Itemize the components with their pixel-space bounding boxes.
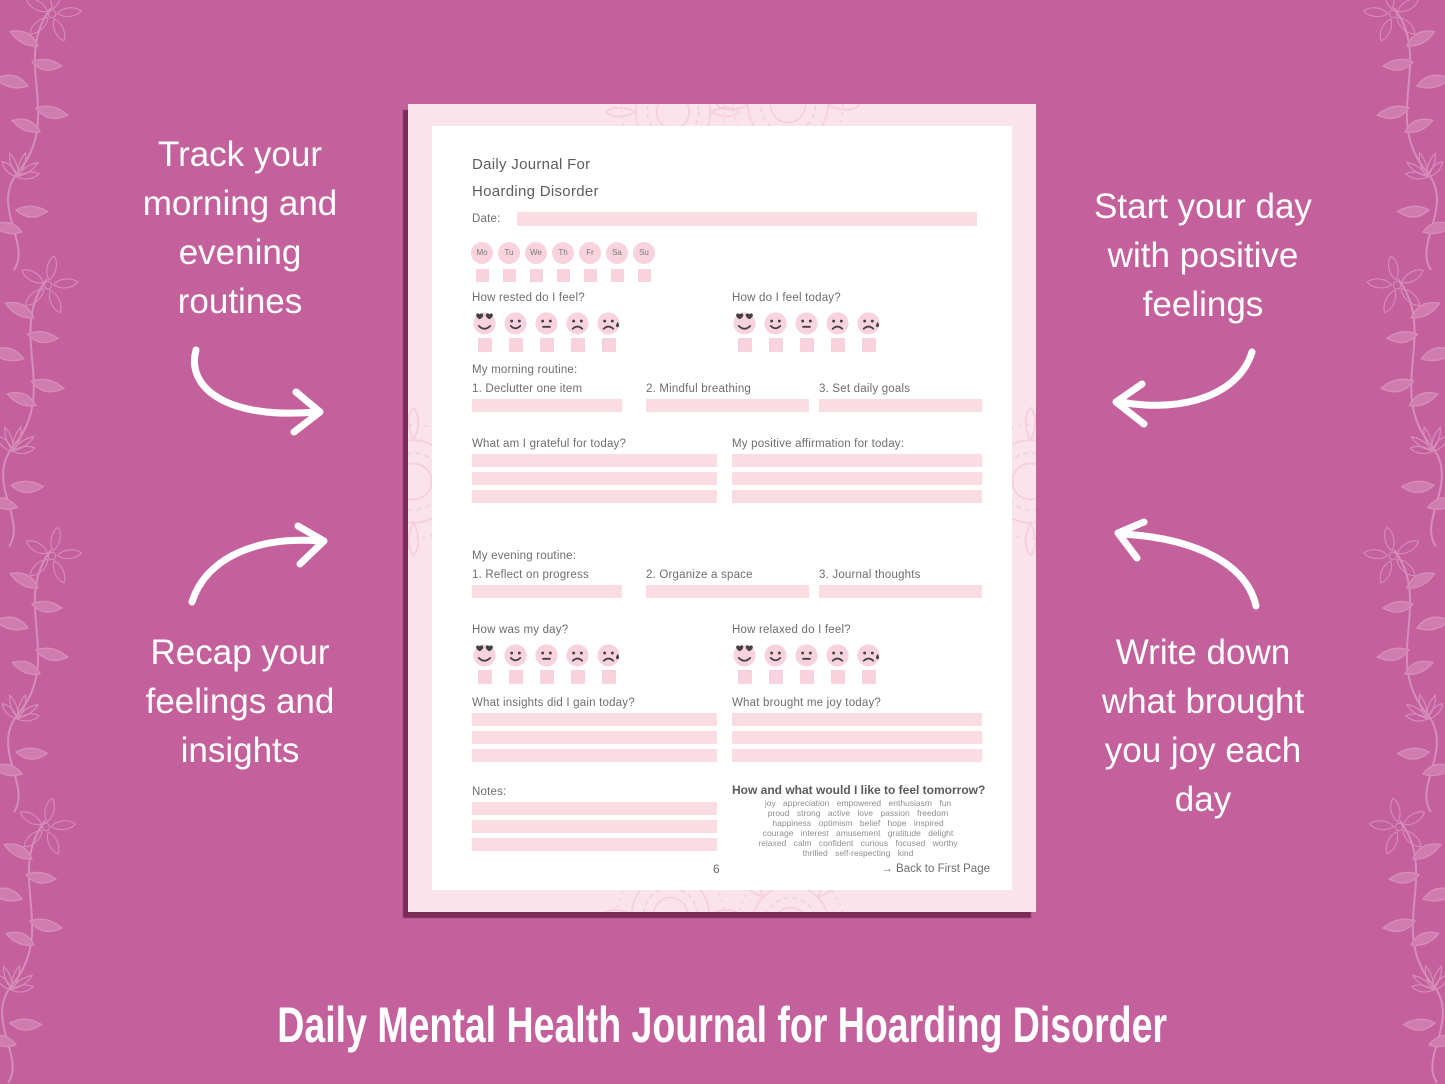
mood-option-heart-eyes[interactable] xyxy=(472,642,497,684)
mood-checkbox[interactable] xyxy=(540,670,554,684)
emoji-heart-eyes-icon xyxy=(732,310,757,335)
morning-item-2: 2. Mindful breathing xyxy=(646,383,752,395)
mood-option-neutral[interactable] xyxy=(534,310,559,352)
journal-page-inner xyxy=(432,126,1012,890)
mood-checkbox[interactable] xyxy=(862,670,876,684)
annotation-line: morning and xyxy=(142,184,338,223)
evening-item-1: 1. Reflect on progress xyxy=(472,569,589,581)
journal-title-line1: Daily Journal For xyxy=(472,156,591,173)
annotation-line: what brought xyxy=(1101,682,1305,721)
evening-input-1[interactable] xyxy=(472,585,622,598)
mood-checkbox[interactable] xyxy=(769,670,783,684)
emoji-happy-icon xyxy=(763,310,788,335)
notes-label: Notes: xyxy=(472,786,507,798)
annotation-line: Track your xyxy=(157,135,322,174)
mood-scale-relaxed xyxy=(732,642,881,684)
mood-option-crying[interactable] xyxy=(596,310,621,352)
evening-routine-label: My evening routine: xyxy=(472,550,577,562)
mood-option-heart-eyes[interactable] xyxy=(472,310,497,352)
weekday-checkbox[interactable] xyxy=(611,269,624,282)
emoji-sad-icon xyxy=(565,642,590,667)
mood-scale-day xyxy=(472,642,621,684)
emoji-neutral-icon xyxy=(534,310,559,335)
mood-scale-rested xyxy=(472,310,621,352)
morning-item-3: 3. Set daily goals xyxy=(819,383,911,395)
back-to-first-page-link[interactable]: → Back to First Page xyxy=(881,863,990,875)
poster-caption xyxy=(0,996,1445,1054)
arrow-top-right-icon xyxy=(1090,342,1265,437)
morning-routine-label: My morning routine: xyxy=(472,364,578,376)
mood-checkbox[interactable] xyxy=(862,338,876,352)
weekday-sa[interactable] xyxy=(606,242,628,282)
weekday-circle[interactable]: Su xyxy=(633,242,655,264)
mood-option-happy[interactable] xyxy=(503,310,528,352)
feeling-words-line: happiness optimism belief hope inspired xyxy=(772,818,944,828)
feeling-words-line: joy appreciation empowered enthusiasm fun xyxy=(764,798,952,808)
grateful-input-line[interactable] xyxy=(472,490,717,503)
weekday-circle[interactable]: Th xyxy=(552,242,574,264)
feeling-words-list xyxy=(732,798,984,858)
feeling-words-line: proud strong active love passion freedom xyxy=(767,808,949,818)
weekday-circle[interactable]: Fr xyxy=(579,242,601,264)
evening-input-2[interactable] xyxy=(646,585,809,598)
morning-input-3[interactable] xyxy=(819,399,982,412)
mood-option-crying[interactable] xyxy=(596,642,621,684)
weekday-circle[interactable]: Mo xyxy=(471,242,493,264)
weekday-selector xyxy=(471,242,655,282)
weekday-fr[interactable] xyxy=(579,242,601,282)
evening-item-2: 2. Organize a space xyxy=(646,569,753,581)
weekday-circle[interactable]: Tu xyxy=(498,242,520,264)
mood-checkbox[interactable] xyxy=(478,670,492,684)
mood-option-heart-eyes[interactable] xyxy=(732,642,757,684)
weekday-mo[interactable] xyxy=(471,242,493,282)
question-relaxed: How relaxed do I feel? xyxy=(732,624,851,636)
poster-caption-text: Daily Mental Health Journal for Hoarding Disorder xyxy=(277,997,1168,1053)
mood-checkbox[interactable] xyxy=(478,338,492,352)
mood-checkbox[interactable] xyxy=(738,670,752,684)
mood-checkbox[interactable] xyxy=(602,670,616,684)
emoji-sad-icon xyxy=(565,310,590,335)
annotation-line: Recap your xyxy=(150,633,330,672)
insights-input-line[interactable] xyxy=(472,731,717,744)
arrow-bottom-left-icon xyxy=(182,520,342,615)
weekday-checkbox[interactable] xyxy=(503,269,516,282)
notes-input-line[interactable] xyxy=(472,838,717,851)
weekday-tu[interactable] xyxy=(498,242,520,282)
mood-checkbox[interactable] xyxy=(571,670,585,684)
emoji-crying-icon xyxy=(596,642,621,667)
annotation-bottom-left xyxy=(92,628,388,775)
mood-checkbox[interactable] xyxy=(800,670,814,684)
floral-border-right xyxy=(1317,0,1445,1084)
mood-checkbox[interactable] xyxy=(540,338,554,352)
notes-input-line[interactable] xyxy=(472,802,717,815)
mood-option-neutral[interactable] xyxy=(534,642,559,684)
mood-option-neutral[interactable] xyxy=(794,642,819,684)
feeling-words-line: courage interest amusement gratitude delight xyxy=(762,828,954,838)
joy-input-line[interactable] xyxy=(732,731,982,744)
emoji-happy-icon xyxy=(763,642,788,667)
mood-checkbox[interactable] xyxy=(602,338,616,352)
mood-option-sad[interactable] xyxy=(565,642,590,684)
page-number: 6 xyxy=(713,862,720,876)
mood-checkbox[interactable] xyxy=(509,670,523,684)
affirmation-input-line[interactable] xyxy=(732,454,982,467)
mood-checkbox[interactable] xyxy=(571,338,585,352)
evening-item-3: 3. Journal thoughts xyxy=(819,569,921,581)
annotation-line: you joy each xyxy=(1104,731,1302,770)
arrow-top-left-icon xyxy=(182,342,342,442)
emoji-sad-icon xyxy=(825,642,850,667)
emoji-happy-icon xyxy=(503,310,528,335)
question-rested: How rested do I feel? xyxy=(472,292,585,304)
emoji-heart-eyes-icon xyxy=(732,642,757,667)
mood-option-happy[interactable] xyxy=(763,642,788,684)
mood-scale-today xyxy=(732,310,881,352)
weekday-checkbox[interactable] xyxy=(557,269,570,282)
mood-option-happy[interactable] xyxy=(503,642,528,684)
emoji-heart-eyes-icon xyxy=(472,310,497,335)
journal-title-line2: Hoarding Disorder xyxy=(472,183,599,200)
annotation-line: evening xyxy=(178,233,302,272)
emoji-crying-icon xyxy=(856,310,881,335)
weekday-checkbox[interactable] xyxy=(638,269,651,282)
affirmation-label: My positive affirmation for today: xyxy=(732,438,905,450)
grateful-input-line[interactable] xyxy=(472,472,717,485)
joy-label: What brought me joy today? xyxy=(732,697,882,709)
mood-checkbox[interactable] xyxy=(831,338,845,352)
emoji-sad-icon xyxy=(825,310,850,335)
morning-input-2[interactable] xyxy=(646,399,809,412)
annotation-line: Start your day xyxy=(1094,187,1312,226)
weekday-su[interactable] xyxy=(633,242,655,282)
emoji-crying-icon xyxy=(856,642,881,667)
emoji-crying-icon xyxy=(596,310,621,335)
grateful-input-line[interactable] xyxy=(472,454,717,467)
joy-input-line[interactable] xyxy=(732,713,982,726)
annotation-top-left xyxy=(92,130,388,326)
notes-input-line[interactable] xyxy=(472,820,717,833)
arrow-bottom-right-icon xyxy=(1090,518,1265,613)
question-today: How do I feel today? xyxy=(732,292,841,304)
date-input[interactable] xyxy=(517,212,977,226)
mood-checkbox[interactable] xyxy=(509,338,523,352)
mood-option-crying[interactable] xyxy=(856,310,881,352)
feeling-words-line: relaxed calm confident curious focused worthy xyxy=(758,838,958,848)
feeling-words-line: thrilled self-respecting kind xyxy=(802,848,914,858)
mood-option-heart-eyes[interactable] xyxy=(732,310,757,352)
mood-option-sad[interactable] xyxy=(825,642,850,684)
weekday-we[interactable] xyxy=(525,242,547,282)
evening-input-3[interactable] xyxy=(819,585,982,598)
insights-input-line[interactable] xyxy=(472,713,717,726)
annotation-bottom-right xyxy=(1068,628,1338,824)
weekday-checkbox[interactable] xyxy=(584,269,597,282)
insights-input-line[interactable] xyxy=(472,749,717,762)
journal-page xyxy=(408,104,1036,912)
morning-item-1: 1. Declutter one item xyxy=(472,383,583,395)
tomorrow-label: How and what would I like to feel tomorrow? xyxy=(732,783,986,797)
date-label: Date: xyxy=(472,213,501,225)
affirmation-input-line[interactable] xyxy=(732,490,982,503)
annotation-line: feelings and xyxy=(145,682,335,721)
mood-option-crying[interactable] xyxy=(856,642,881,684)
question-day: How was my day? xyxy=(472,624,569,636)
annotation-line: feelings xyxy=(1142,285,1264,324)
annotation-line: insights xyxy=(180,731,300,770)
mood-option-sad[interactable] xyxy=(825,310,850,352)
mood-checkbox[interactable] xyxy=(800,338,814,352)
annotation-line: routines xyxy=(177,282,303,321)
affirmation-input-line[interactable] xyxy=(732,472,982,485)
emoji-happy-icon xyxy=(503,642,528,667)
emoji-heart-eyes-icon xyxy=(472,642,497,667)
mood-checkbox[interactable] xyxy=(738,338,752,352)
grateful-label: What am I grateful for today? xyxy=(472,438,627,450)
morning-input-1[interactable] xyxy=(472,399,622,412)
annotation-top-right xyxy=(1068,182,1338,329)
mood-checkbox[interactable] xyxy=(831,670,845,684)
emoji-neutral-icon xyxy=(794,642,819,667)
joy-input-line[interactable] xyxy=(732,749,982,762)
weekday-circle[interactable]: We xyxy=(525,242,547,264)
mood-checkbox[interactable] xyxy=(769,338,783,352)
weekday-checkbox[interactable] xyxy=(476,269,489,282)
weekday-checkbox[interactable] xyxy=(530,269,543,282)
weekday-th[interactable] xyxy=(552,242,574,282)
annotation-line: Write down xyxy=(1115,633,1291,672)
mood-option-neutral[interactable] xyxy=(794,310,819,352)
annotation-line: with positive xyxy=(1107,236,1299,275)
mood-option-sad[interactable] xyxy=(565,310,590,352)
mood-option-happy[interactable] xyxy=(763,310,788,352)
annotation-line: day xyxy=(1174,780,1232,819)
emoji-neutral-icon xyxy=(534,642,559,667)
insights-label: What insights did I gain today? xyxy=(472,697,635,709)
weekday-circle[interactable]: Sa xyxy=(606,242,628,264)
emoji-neutral-icon xyxy=(794,310,819,335)
